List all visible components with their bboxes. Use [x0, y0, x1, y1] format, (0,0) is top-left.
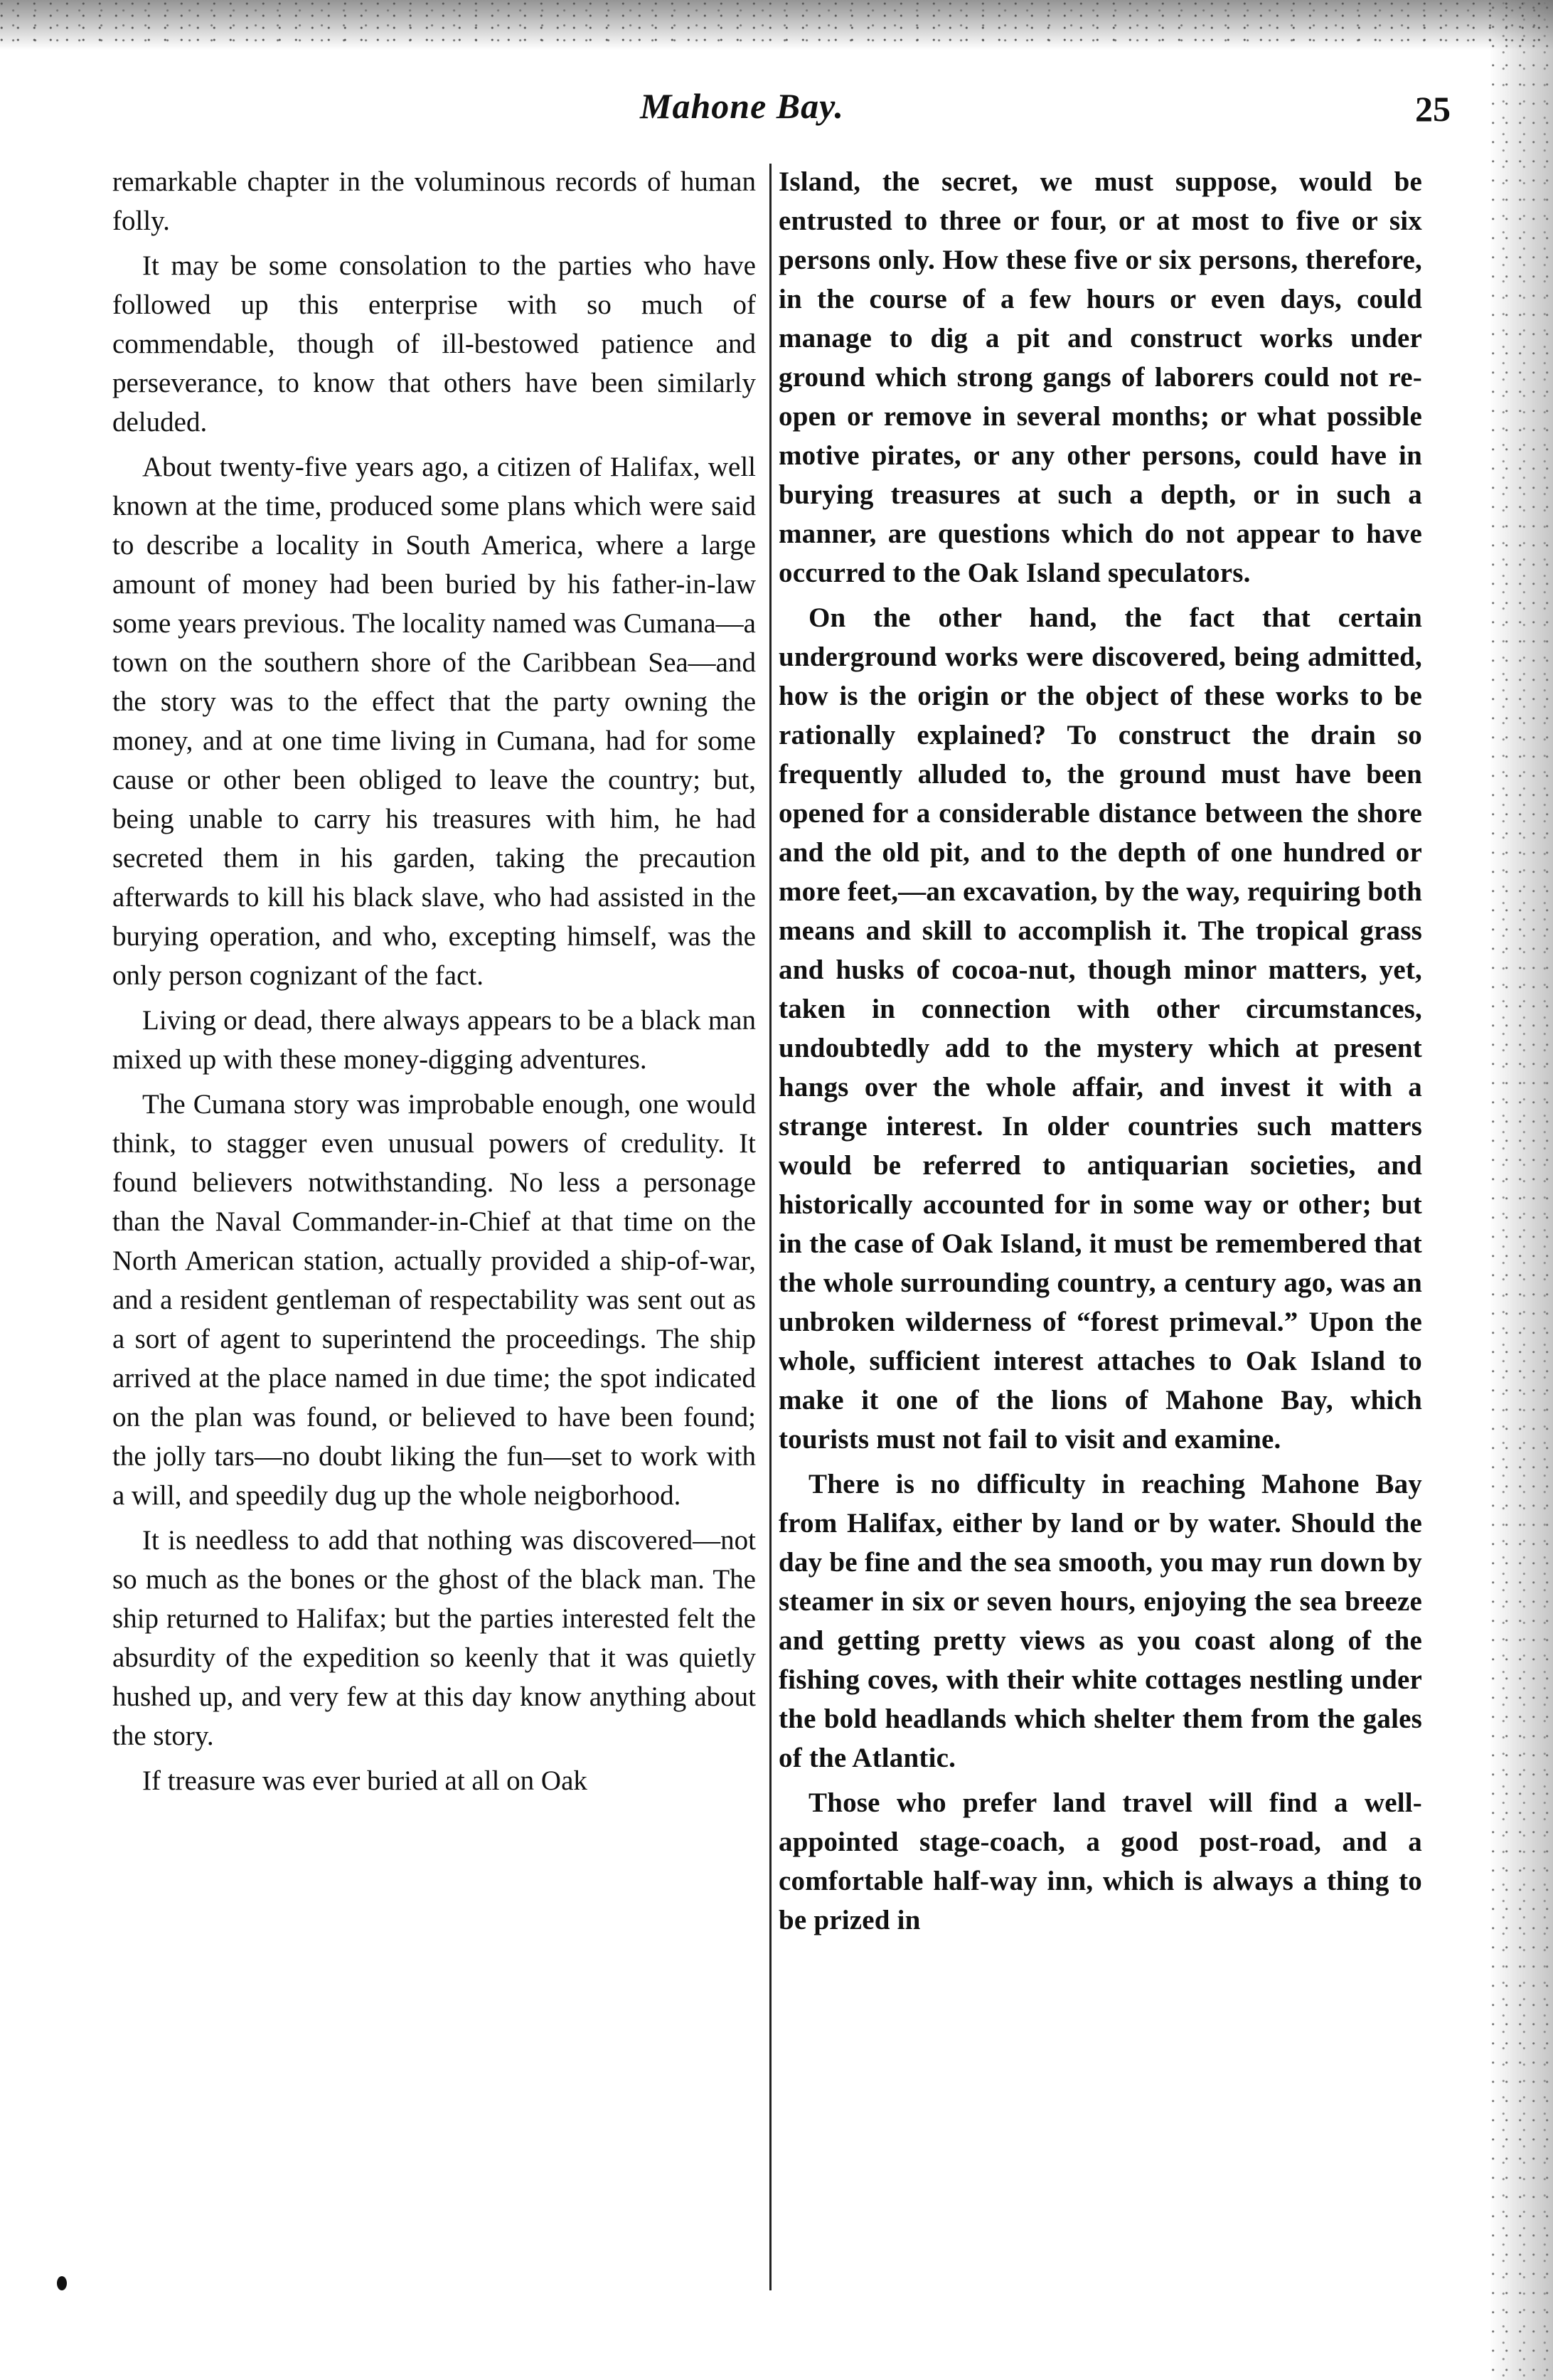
right-column: [779, 162, 1422, 2296]
paragraph: remarkable chapter in the voluminous records of human folly.: [112, 166, 756, 236]
page-number: 25: [1415, 89, 1451, 129]
paragraph: It may be some consolation to the parties who have followed up this enterprise with so much of commendable, though of ill-bestowed patience and perseverance, to know that others have been similarly deluded.: [112, 250, 756, 437]
column-divider: [769, 164, 772, 2290]
running-header: [0, 85, 1553, 142]
paragraph: Island, the secret, we must suppose, would be entrusted to three or four, or at most to five or six persons only. How these five or six persons, therefore, in the course of a few hours or even days, could manage to dig a pit and construct works under ground which strong gangs of laborers could not re-open or remove in several months; or what possible motive pirates, or any other persons, could have in burying treasures at such a depth, or in such a manner, are questions which do not appear to have occurred to the Oak Island speculators.: [779, 166, 1422, 588]
paragraph: On the other hand, the fact that certain underground works were discovered, being admitted, how is the origin or the object of these works to be rationally explained? To construct the drain so frequently alluded to, the ground must have been opened for a considerable distance between the shore and the old pit, and to the depth of one hundred or more feet,—an excavation, by the way, requiring both means and skill to accomplish it. The tropical grass and husks of cocoa-nut, though minor matters, yet, taken in connection with other circumstances, undoubtedly add to the mystery which at present hangs over the whole affair, and invest it with a strange interest. In older countries such matters would be referred to antiquarian societies, and historically accounted for in some way or other; but in the case of Oak Island, it must be remembered that the whole surrounding country, a century ago, was an unbroken wilderness of “forest primeval.” Upon the whole, sufficient interest attaches to Oak Island to make it one of the lions of Mahone Bay, which tourists must not fail to visit and examine.: [779, 602, 1422, 1455]
paragraph: The Cumana story was improbable enough, one would think, to stagger even unusual powers of credulity. It found believers notwithstanding. No less a personage than the Naval Commander-in-Chief at that time on the North American station, actually provided a ship-of-war, and a resident gentleman of respectability was sent out as a sort of agent to superintend the proceedings. The ship arrived at the place named in due time; the spot indicated on the plan was found, or believed to have been found; the jolly tars—no doubt liking the fun—set to work with a will, and speedily dug up the whole neigborhood.: [112, 1089, 756, 1511]
running-title: Mahone Bay.: [640, 86, 844, 126]
ink-blot: [57, 2276, 67, 2290]
scan-noise-right: [1489, 0, 1553, 2380]
left-column: [112, 162, 756, 2296]
paragraph: It is needless to add that nothing was discovered—not so much as the bones or the ghost of the black man. The ship returned to Halifax; but the parties interested felt the absurdity of the expedition so keenly that it was quietly hushed up, and very few at this day know anything about the story.: [112, 1525, 756, 1751]
paragraph: Those who prefer land travel will find a well-appointed stage-coach, a good post-road, and a comfortable half-way inn, which is always a thing to be prized in: [779, 1787, 1422, 1935]
paragraph: There is no difficulty in reaching Mahone Bay from Halifax, either by land or by water. Should the day be fine and the sea smooth, you may run down by steamer in six or seven hours, enjoying the sea breeze and getting pretty views as you coast along of the fishing coves, with their white cottages nestling under the bold headlands which shelter them from the gales of the Atlantic.: [779, 1469, 1422, 1773]
scan-noise-top: [0, 0, 1553, 50]
paragraph: About twenty-five years ago, a citizen of Halifax, well known at the time, produced some plans which were said to describe a locality in South America, where a large amount of money had been buried by his father-in-law some years previous. The locality named was Cumana—a town on the southern shore of the Caribbean Sea—and the story was to the effect that the party owning the money, and at one time living in Cumana, had for some cause or other been obliged to leave the country; but, being unable to carry his treasures with him, he had secreted them in his garden, taking the precaution afterwards to kill his black slave, who had assisted in the burying operation, and who, excepting himself, was the only person cognizant of the fact.: [112, 452, 756, 991]
paragraph: If treasure was ever buried at all on Oak: [142, 1765, 587, 1796]
paragraph: Living or dead, there always appears to be a black man mixed up with these money-digging adventures.: [112, 1005, 756, 1075]
